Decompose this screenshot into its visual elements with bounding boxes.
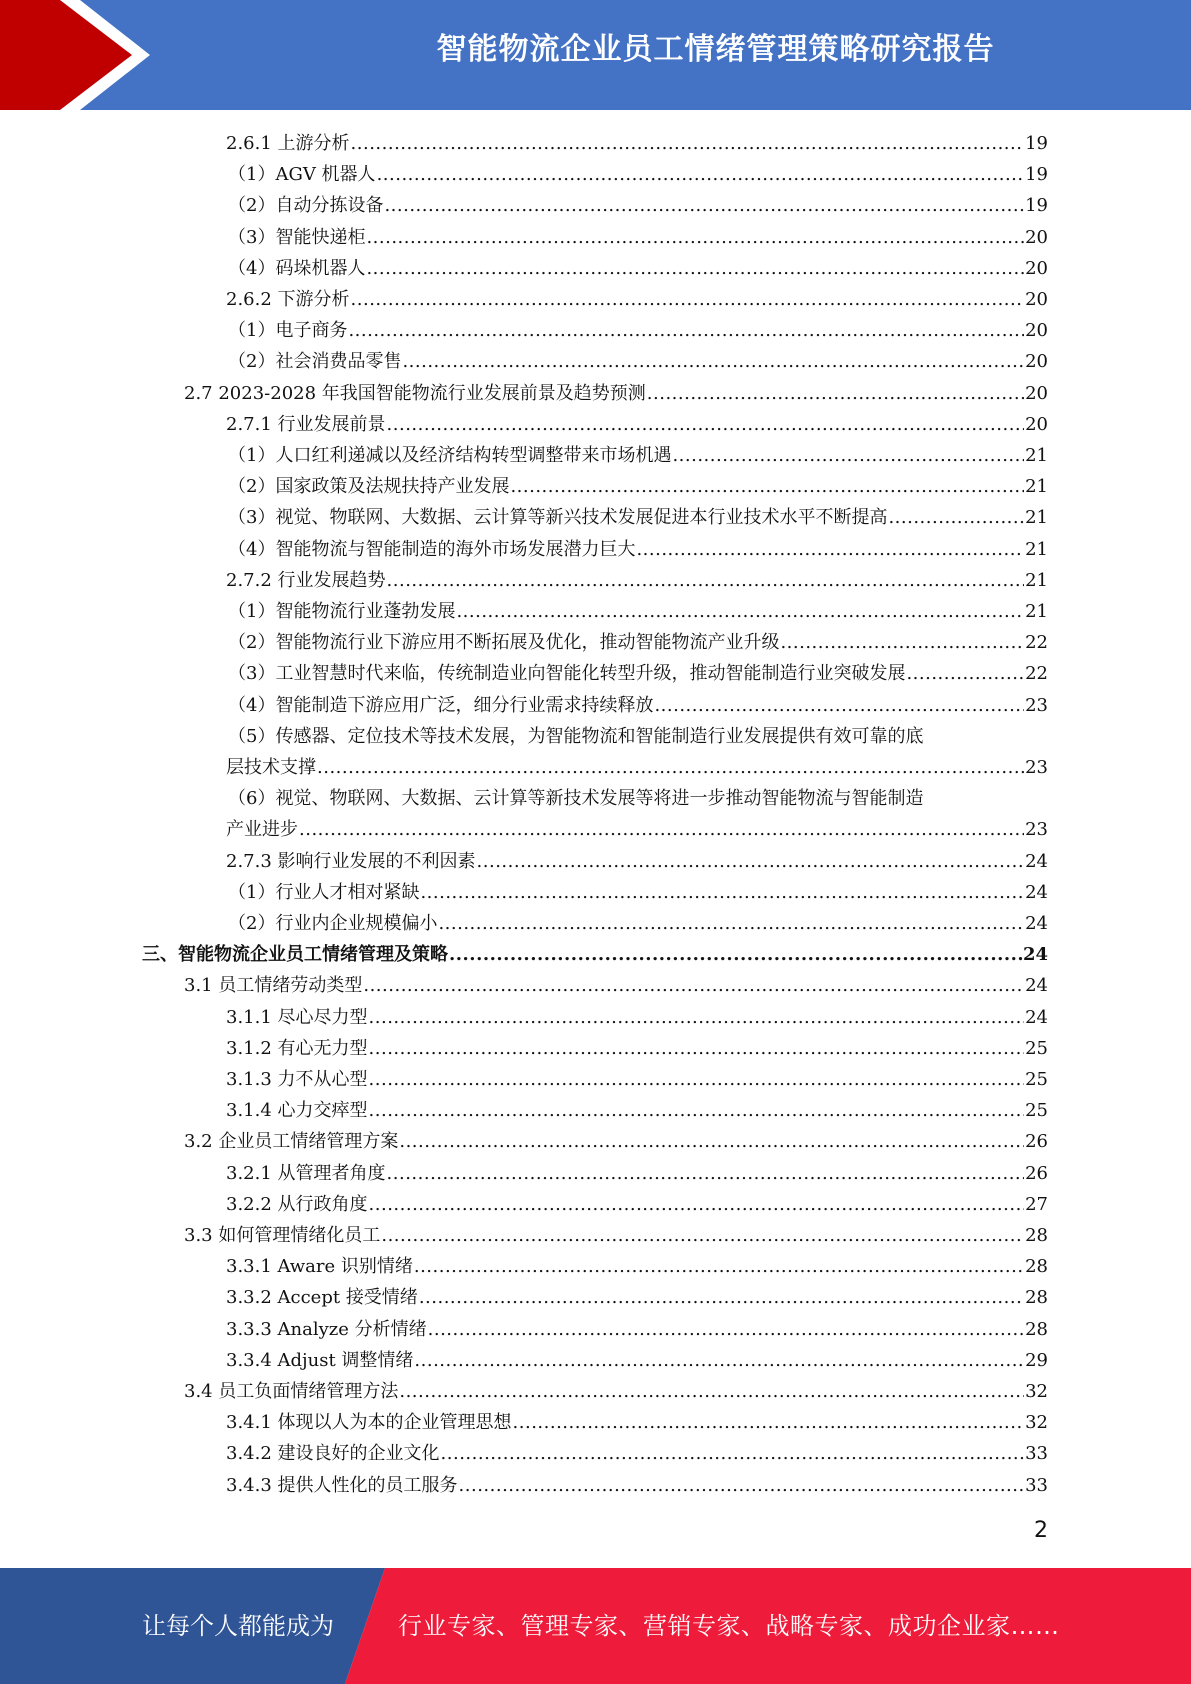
toc-entry-page: 27: [1025, 1193, 1048, 1215]
toc-entry-page: 28: [1025, 1256, 1048, 1278]
toc-entry-label: （4）智能制造下游应用广泛，细分行业需求持续释放: [228, 694, 654, 716]
toc-entry-label: 3.3.2 Accept 接受情绪: [226, 1287, 418, 1309]
toc-entry-label: 3.1.3 力不从心型: [226, 1069, 368, 1090]
toc-entry-label: 3.3 如何管理情绪化员工: [184, 1225, 381, 1246]
toc-entry-page: 20: [1025, 320, 1048, 342]
toc-entry-page: 21: [1025, 507, 1048, 529]
toc-entry-page: 20: [1025, 351, 1048, 373]
toc-entry-page: 24: [1025, 913, 1048, 934]
toc-entry-label: 产业进步: [226, 819, 298, 841]
toc-dot-leader: [438, 908, 1024, 939]
toc-dot-leader: [369, 1002, 1025, 1033]
toc-entry[interactable]: [226, 1064, 1048, 1095]
toc-entry-label: （1）行业人才相对紧缺: [228, 881, 420, 903]
toc-entry-page: 25: [1025, 1037, 1048, 1059]
header-chevron-icon: [0, 0, 160, 110]
toc-entry-label: 3.3.4 Adjust 调整情绪: [226, 1349, 414, 1371]
toc-dot-leader: [387, 1158, 1025, 1189]
toc-dot-leader: [351, 284, 1025, 315]
toc-entry-page: 19: [1025, 164, 1048, 186]
toc-entry[interactable]: [226, 1282, 1048, 1313]
toc-entry-label: 3.2 企业员工情绪管理方案: [184, 1131, 399, 1153]
toc-entry[interactable]: [226, 846, 1048, 877]
toc-dot-leader: [420, 877, 1024, 908]
toc-dot-leader: [510, 471, 1024, 502]
toc-entry-page: 20: [1025, 257, 1048, 279]
toc-dot-leader: [399, 1126, 1024, 1157]
toc-entry[interactable]: [226, 1438, 1048, 1469]
toc-entry-page: 21: [1025, 538, 1048, 560]
toc-entry-page: 23: [1025, 757, 1048, 778]
toc-entry-label: （2）社会消费品零售: [228, 351, 402, 373]
toc-entry-label: （6）视觉、物联网、大数据、云计算等新技术发展等将进一步推动智能物流与智能制造: [228, 788, 924, 810]
toc-dot-leader: [369, 1064, 1025, 1095]
toc-entry-label: （4）码垛机器人: [228, 257, 366, 279]
toc-dot-leader: [363, 970, 1024, 1001]
toc-entry-page: 32: [1025, 1381, 1048, 1402]
toc-entry-page: 28: [1025, 1318, 1048, 1340]
toc-dot-leader: [366, 253, 1024, 284]
footer-slogan-left: 让每个人都能成为: [142, 1612, 334, 1640]
toc-entry-page: 22: [1025, 663, 1048, 685]
toc-entry-page: 21: [1025, 601, 1048, 622]
toc-entry[interactable]: [228, 908, 1048, 939]
footer-slogan-right: 行业专家、管理专家、营销专家、战略专家、成功企业家……: [398, 1612, 1060, 1640]
toc-dot-leader: [351, 128, 1025, 159]
page-number: 2: [1034, 1518, 1048, 1543]
toc-dot-leader: [888, 502, 1024, 533]
toc-entry-page: 23: [1025, 694, 1048, 716]
toc-entry[interactable]: [228, 658, 1048, 689]
toc-entry-page: 20: [1025, 382, 1048, 404]
toc-dot-leader: [428, 1314, 1024, 1345]
toc-entry[interactable]: [226, 752, 1048, 783]
toc-dot-leader: [459, 1470, 1025, 1501]
toc-entry-label: 3.3.3 Analyze 分析情绪: [226, 1318, 427, 1340]
toc-entry[interactable]: [228, 159, 1048, 190]
toc-dot-leader: [348, 315, 1024, 346]
toc-dot-leader: [647, 378, 1024, 409]
toc-entry-page: 21: [1025, 476, 1048, 498]
toc-entry-label: 3.1.1 尽心尽力型: [226, 1006, 368, 1028]
toc-entry[interactable]: [228, 534, 1048, 565]
toc-entry[interactable]: [228, 440, 1048, 471]
toc-dot-leader: [780, 627, 1024, 658]
toc-entry-page: 19: [1025, 133, 1048, 154]
toc-dot-leader: [299, 814, 1024, 845]
toc-entry-page: 19: [1025, 195, 1048, 217]
toc-entry[interactable]: [142, 939, 1048, 970]
toc-entry-label: （2）自动分拣设备: [228, 195, 384, 217]
toc-entry-label: （3）工业智慧时代来临，传统制造业向智能化转型升级，推动智能制造行业突破发展: [228, 663, 906, 685]
toc-entry[interactable]: [228, 627, 1048, 658]
toc-entry-label: 2.6.2 下游分析: [226, 289, 350, 310]
toc-entry-page: 22: [1025, 632, 1048, 654]
toc-entry-page: 24: [1025, 850, 1048, 872]
toc-entry[interactable]: [226, 1407, 1048, 1438]
toc-dot-leader: [906, 658, 1024, 689]
toc-dot-leader: [384, 190, 1024, 221]
toc-entry-label: 2.7 2023-2028 年我国智能物流行业发展前景及趋势预测: [184, 382, 646, 404]
toc-dot-leader: [654, 690, 1024, 721]
toc-entry-label: （2）行业内企业规模偏小: [228, 913, 438, 934]
toc-entry-label: 层技术支撑: [226, 757, 316, 778]
toc-entry-label: 3.2.2 从行政角度: [226, 1193, 368, 1215]
toc-entry[interactable]: [228, 315, 1048, 346]
toc-entry[interactable]: [184, 1376, 1048, 1407]
toc-dot-leader: [449, 939, 1022, 970]
toc-entry-label: 3.1 员工情绪劳动类型: [184, 975, 363, 997]
toc-entry[interactable]: [226, 1251, 1048, 1282]
toc-entry[interactable]: [226, 1314, 1048, 1345]
toc-entry-page: 32: [1025, 1412, 1048, 1434]
toc-entry-page: 26: [1025, 1162, 1048, 1184]
toc-dot-leader: [672, 440, 1024, 471]
toc-entry[interactable]: [226, 1189, 1048, 1220]
toc-entry-page: 23: [1025, 819, 1048, 841]
toc-entry-page: 28: [1025, 1287, 1048, 1309]
toc-entry-page: 33: [1025, 1443, 1048, 1465]
toc-entry[interactable]: [228, 190, 1048, 221]
toc-dot-leader: [513, 1407, 1025, 1438]
toc-entry-label: 2.7.1 行业发展前景: [226, 413, 386, 435]
toc-entry[interactable]: [226, 128, 1048, 159]
toc-entry-page: 21: [1025, 569, 1048, 591]
toc-dot-leader: [387, 565, 1025, 596]
toc-dot-leader: [369, 1095, 1025, 1126]
toc-entry[interactable]: [226, 409, 1048, 440]
toc-entry-label: 3.4.2 建设良好的企业文化: [226, 1443, 440, 1465]
page-header: [0, 0, 1191, 110]
toc-entry-page: 24: [1025, 1006, 1048, 1028]
toc-dot-leader: [477, 846, 1025, 877]
toc-entry[interactable]: [184, 970, 1048, 1001]
toc-entry-label: （2）智能物流行业下游应用不断拓展及优化，推动智能物流产业升级: [228, 632, 780, 654]
toc-dot-leader: [636, 534, 1024, 565]
toc-entry-label: （2）国家政策及法规扶持产业发展: [228, 476, 510, 498]
toc-entry[interactable]: [226, 1158, 1048, 1189]
toc-dot-leader: [369, 1189, 1025, 1220]
toc-entry-label: （1）电子商务: [228, 320, 348, 342]
toc-entry-page: 28: [1025, 1225, 1048, 1246]
toc-dot-leader: [387, 409, 1025, 440]
toc-entry[interactable]: [184, 1126, 1048, 1157]
toc-entry-page: 24: [1025, 975, 1048, 997]
toc-entry[interactable]: [228, 253, 1048, 284]
toc-entry-page: 20: [1025, 289, 1048, 310]
toc-entry-label: （4）智能物流与智能制造的海外市场发展潜力巨大: [228, 538, 636, 560]
toc-entry-label: 三、智能物流企业员工情绪管理及策略: [142, 944, 448, 966]
toc-entry[interactable]: [228, 471, 1048, 502]
toc-entry[interactable]: [226, 814, 1048, 845]
toc-entry[interactable]: [226, 1033, 1048, 1064]
toc-dot-leader: [456, 596, 1024, 627]
toc-entry[interactable]: [226, 1470, 1048, 1501]
toc-entry-label: 2.7.2 行业发展趋势: [226, 569, 386, 591]
toc-entry[interactable]: [184, 378, 1048, 409]
toc-entry[interactable]: [228, 502, 1048, 533]
toc-entry-label: （3）智能快递柜: [228, 226, 366, 248]
toc-entry[interactable]: [184, 1220, 1048, 1251]
toc-entry-page: 20: [1025, 413, 1048, 435]
toc-entry[interactable]: [228, 690, 1048, 721]
toc-entry[interactable]: [228, 877, 1048, 908]
toc-dot-leader: [414, 1345, 1024, 1376]
toc-entry-page: 33: [1025, 1474, 1048, 1496]
toc-entry-label: 2.7.3 影响行业发展的不利因素: [226, 850, 476, 872]
toc-entry-page: 24: [1022, 944, 1048, 966]
toc-dot-leader: [381, 1220, 1024, 1251]
toc-dot-leader: [419, 1282, 1024, 1313]
toc-entry-page: 29: [1025, 1349, 1048, 1371]
toc-entry-label: 3.4 员工负面情绪管理方法: [184, 1381, 399, 1402]
toc-entry[interactable]: [226, 1095, 1048, 1126]
toc-entry-label: 3.2.1 从管理者角度: [226, 1162, 386, 1184]
toc-entry[interactable]: [228, 596, 1048, 627]
toc-dot-leader: [402, 346, 1024, 377]
toc-entry-label: 3.3.1 Aware 识别情绪: [226, 1256, 413, 1278]
toc-entry[interactable]: [226, 284, 1048, 315]
page-footer: [0, 1568, 1191, 1684]
toc-entry-label: 2.6.1 上游分析: [226, 133, 350, 154]
toc-entry[interactable]: [226, 1345, 1048, 1376]
toc-dot-leader: [399, 1376, 1024, 1407]
toc-entry-page: 20: [1025, 226, 1048, 248]
toc-entry[interactable]: [228, 346, 1048, 377]
report-title: 智能物流企业员工情绪管理策略研究报告: [436, 32, 995, 67]
toc-dot-leader: [317, 752, 1024, 783]
toc-entry-label: 3.4.3 提供人性化的员工服务: [226, 1474, 458, 1496]
toc-entry-label: 3.1.2 有心无力型: [226, 1037, 368, 1059]
toc-entry-page: 25: [1025, 1100, 1048, 1122]
toc-dot-leader: [441, 1438, 1025, 1469]
toc-entry[interactable]: [228, 222, 1048, 253]
toc-entry-label: 3.1.4 心力交瘁型: [226, 1100, 368, 1122]
toc-entry-page: 21: [1025, 445, 1048, 466]
toc-entry[interactable]: [226, 1002, 1048, 1033]
toc-dot-leader: [366, 222, 1024, 253]
toc-entry[interactable]: [226, 565, 1048, 596]
toc-entry-page: 24: [1025, 881, 1048, 903]
toc-entry-label: （3）视觉、物联网、大数据、云计算等新兴技术发展促进本行业技术水平不断提高: [228, 507, 888, 529]
toc-entry-label: （1）AGV 机器人: [228, 164, 376, 186]
toc-entry-page: 25: [1025, 1069, 1048, 1090]
toc-entry-label: （1）人口红利递减以及经济结构转型调整带来市场机遇: [228, 445, 672, 466]
toc-entry-label: 3.4.1 体现以人为本的企业管理思想: [226, 1412, 512, 1434]
toc-entry-label: （5）传感器、定位技术等技术发展，为智能物流和智能制造行业发展提供有效可靠的底: [228, 725, 924, 747]
toc-dot-leader: [369, 1033, 1025, 1064]
toc-entry-page: 26: [1025, 1131, 1048, 1153]
toc-dot-leader: [377, 159, 1025, 190]
toc-entry-label: （1）智能物流行业蓬勃发展: [228, 601, 456, 622]
toc-dot-leader: [414, 1251, 1024, 1282]
